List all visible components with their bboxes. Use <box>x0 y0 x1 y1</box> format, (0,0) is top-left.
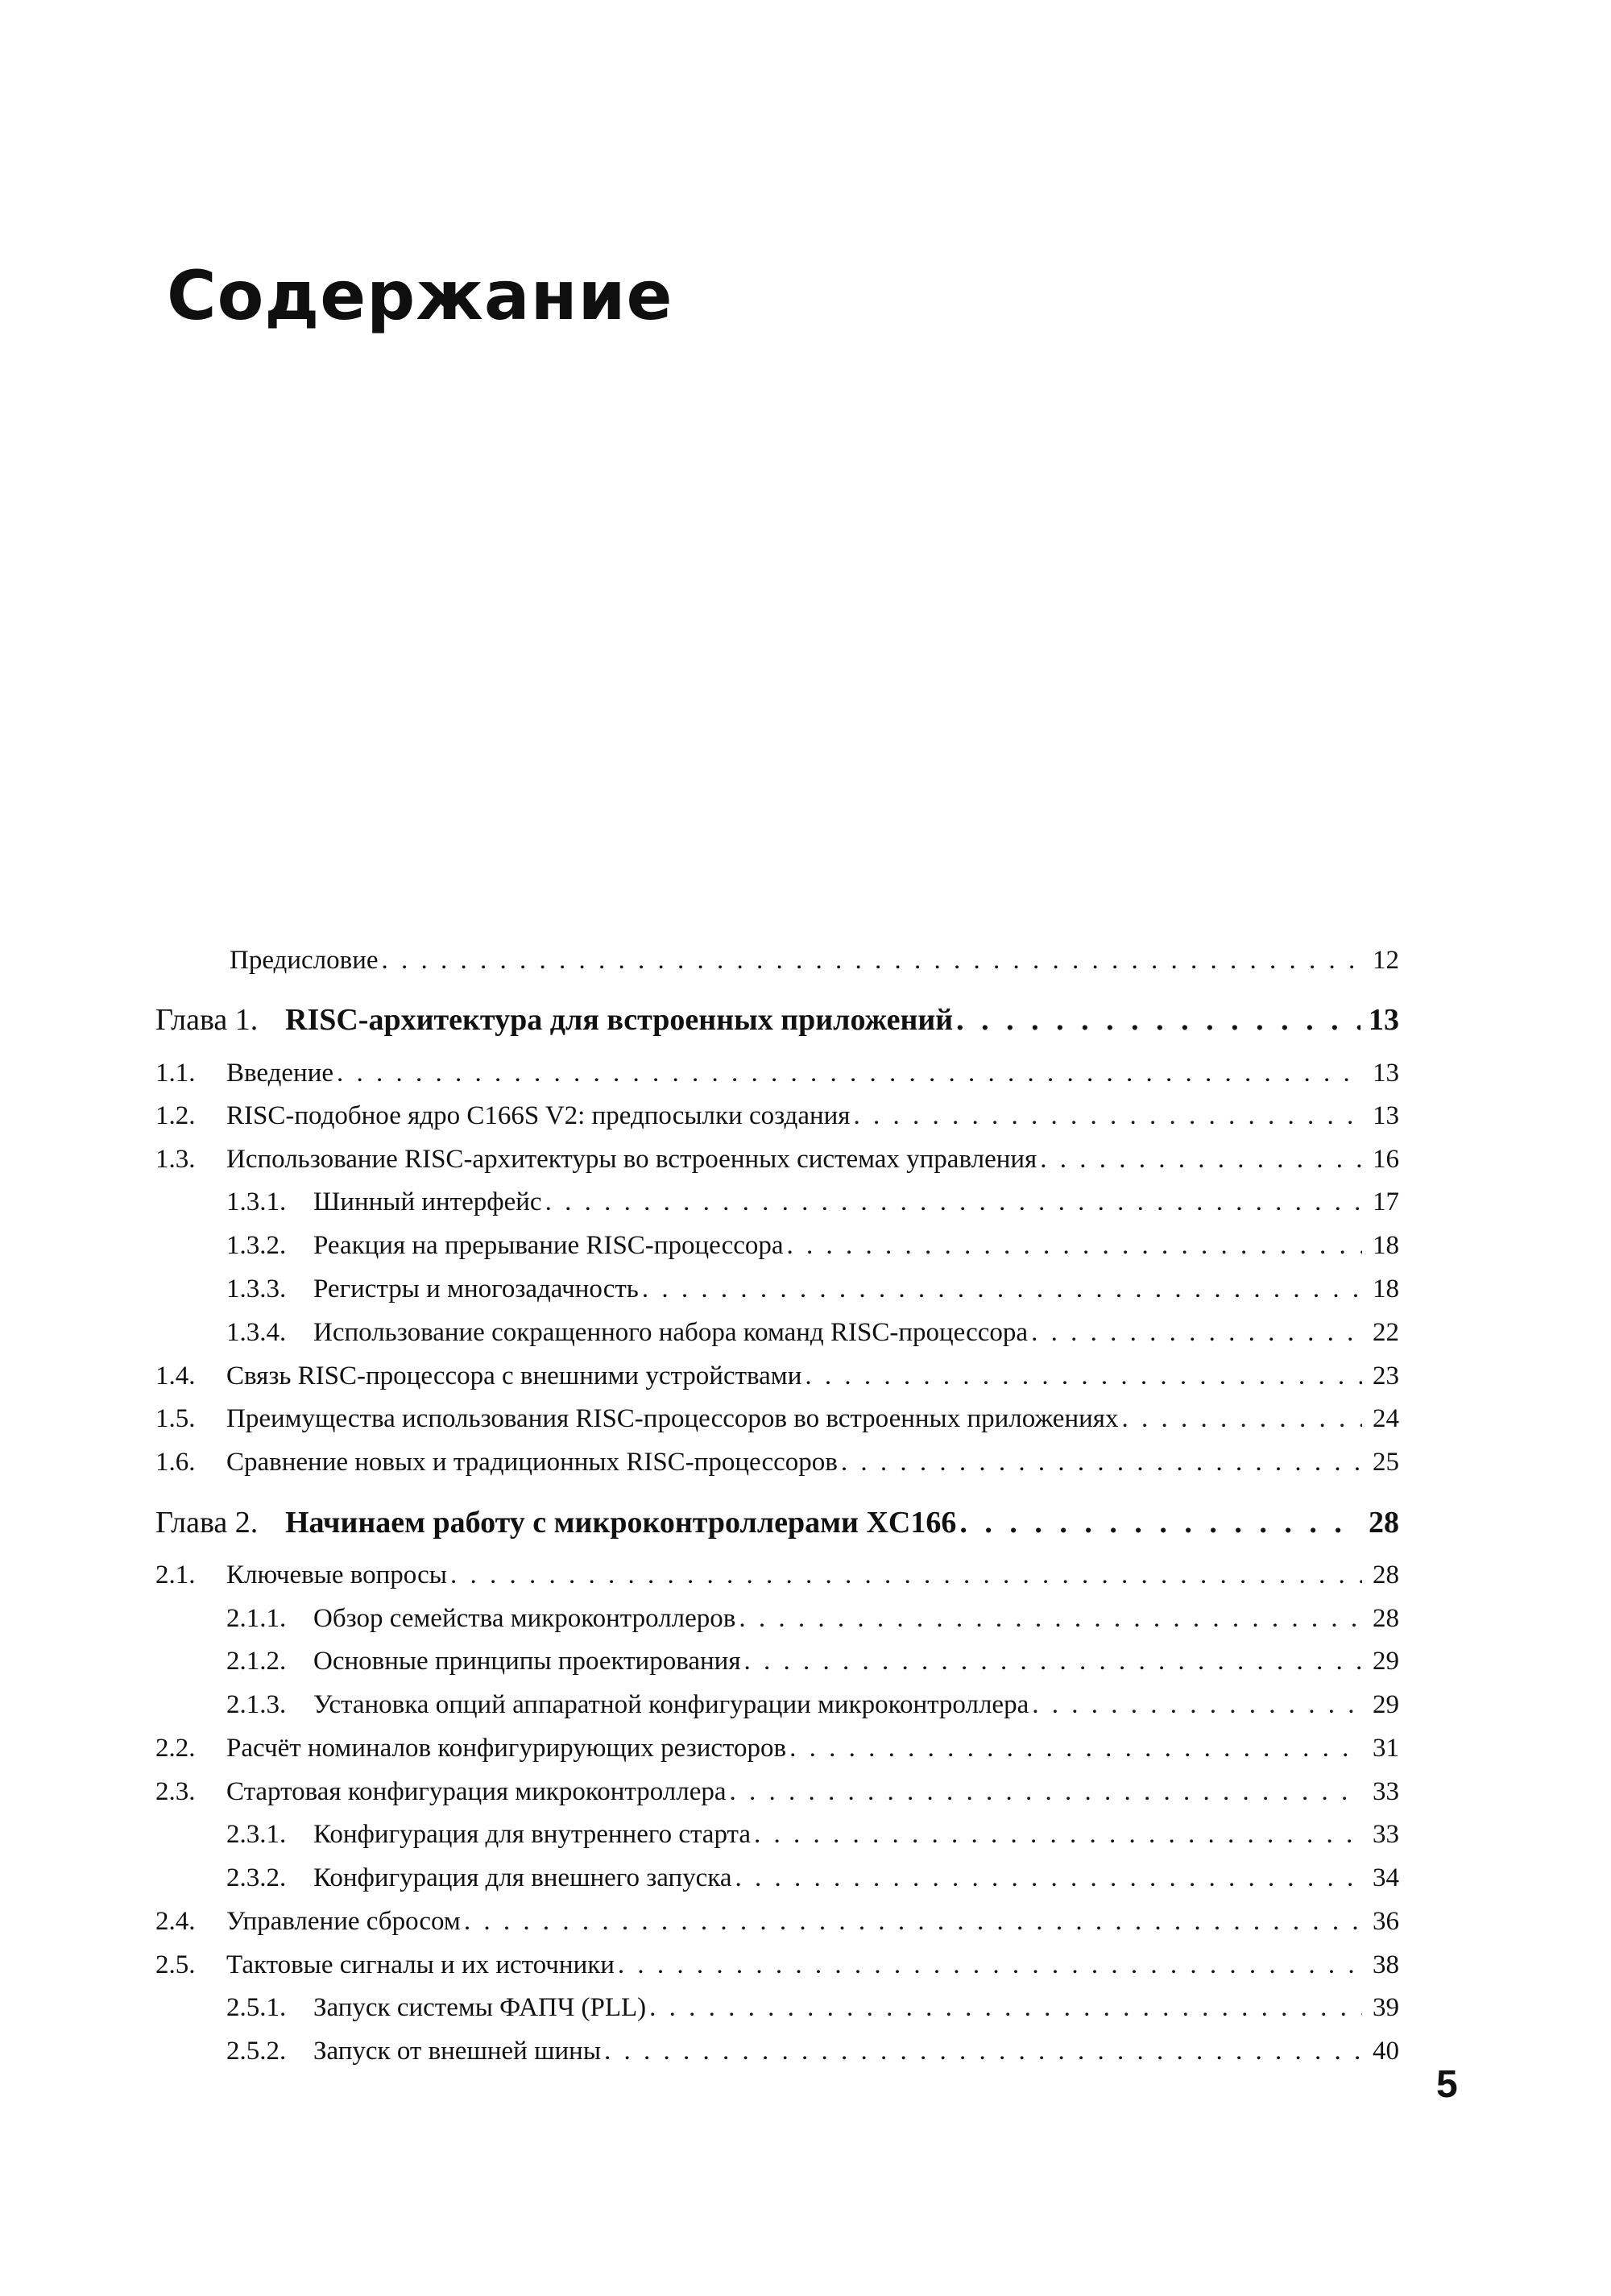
dot-leader <box>604 2030 1362 2072</box>
toc-title: Управление сбросом <box>226 1907 461 1936</box>
dot-leader <box>754 1813 1362 1855</box>
chapter-label: Глава 2. <box>155 1506 259 1540</box>
toc-title: Использование RISC-архитектуры во встроенных системах управления <box>226 1145 1037 1174</box>
toc-entry-2-2[interactable] <box>0 1727 1611 1769</box>
dot-leader <box>789 1727 1362 1769</box>
toc-title: Установка опций аппаратной конфигурации микроконтроллера <box>313 1690 1029 1719</box>
toc-entry-1-3-3[interactable] <box>0 1268 1611 1310</box>
toc-title: Сравнение новых и традиционных RISC-процессоров <box>226 1448 838 1477</box>
toc-entry-preface[interactable] <box>0 939 1611 981</box>
toc-page: 31 <box>1373 1734 1399 1763</box>
toc-title: Связь RISC-процессора с внешними устройствами <box>226 1361 802 1390</box>
toc-number: 2.1.2. <box>226 1647 287 1676</box>
dot-leader <box>730 1771 1362 1813</box>
toc-page: 24 <box>1373 1404 1399 1433</box>
toc-entry-1-6[interactable] <box>0 1441 1611 1483</box>
toc-page: 33 <box>1373 1820 1399 1849</box>
toc-entry-1-4[interactable] <box>0 1355 1611 1397</box>
toc-entry-1-3-1[interactable] <box>0 1181 1611 1223</box>
toc-entry-2-1-2[interactable] <box>0 1640 1611 1682</box>
toc-number: 1.3.2. <box>226 1231 287 1260</box>
toc-entry-2-3-1[interactable] <box>0 1813 1611 1855</box>
dot-leader <box>545 1181 1362 1223</box>
toc-page: 13 <box>1369 1003 1399 1037</box>
dot-leader <box>805 1355 1362 1397</box>
toc-page: 18 <box>1373 1231 1399 1260</box>
toc-title: Тактовые сигналы и их источники <box>226 1950 615 1979</box>
dot-leader <box>735 1857 1363 1899</box>
dot-leader <box>1040 1138 1362 1180</box>
dot-leader <box>1031 1312 1362 1353</box>
toc-number: 1.4. <box>155 1361 196 1390</box>
chapter-label: Глава 1. <box>155 1003 259 1037</box>
toc-entry-2-5[interactable] <box>0 1944 1611 1986</box>
toc-number: 2.3.2. <box>226 1863 287 1892</box>
toc-entry-2-5-2[interactable] <box>0 2030 1611 2072</box>
toc-entry-2-1-3[interactable] <box>0 1684 1611 1726</box>
toc-entry-2-5-1[interactable] <box>0 1987 1611 2029</box>
toc-number: 2.3. <box>155 1777 196 1806</box>
dot-leader <box>642 1268 1362 1310</box>
toc-number: 2.3.1. <box>226 1820 287 1849</box>
dot-leader <box>464 1900 1362 1942</box>
page-number: 5 <box>1436 2063 1458 2106</box>
dot-leader <box>337 1052 1362 1094</box>
toc-title: Введение <box>226 1059 334 1088</box>
toc-page: 25 <box>1373 1448 1399 1477</box>
dot-leader <box>1121 1398 1362 1440</box>
toc-title: Запуск системы ФАПЧ (PLL) <box>313 1993 647 2022</box>
toc-page: 36 <box>1373 1907 1399 1936</box>
toc-title: Обзор семейства микроконтроллеров <box>313 1604 736 1633</box>
toc-entry-2-3[interactable] <box>0 1771 1611 1813</box>
toc-page: 16 <box>1373 1145 1399 1174</box>
toc-title: Регистры и многозадачность <box>313 1274 639 1303</box>
toc-entry-1-3-2[interactable] <box>0 1225 1611 1266</box>
dot-leader <box>739 1598 1362 1639</box>
toc-entry-2-1-1[interactable] <box>0 1598 1611 1639</box>
toc-entry-2-4[interactable] <box>0 1900 1611 1942</box>
dot-leader <box>854 1095 1363 1137</box>
toc-title: Преимущества использования RISC-процессоров во встроенных приложениях <box>226 1404 1119 1433</box>
toc-page: 18 <box>1373 1274 1399 1303</box>
toc-number: 1.6. <box>155 1448 196 1477</box>
chapter-title: RISC-архитектура для встроенных приложений <box>285 1003 954 1037</box>
toc-page: 23 <box>1373 1361 1399 1390</box>
toc-number: 1.3. <box>155 1145 196 1174</box>
toc-title: Шинный интерфейс <box>313 1187 542 1216</box>
toc-title: Основные принципы проектирования <box>313 1647 741 1676</box>
toc-page: 28 <box>1373 1604 1399 1633</box>
toc-number: 1.2. <box>155 1101 196 1130</box>
toc-entry-2-1[interactable] <box>0 1554 1611 1596</box>
toc-page: 38 <box>1373 1950 1399 1979</box>
toc-title: Использование сокращенного набора команд RISC-процессора <box>313 1318 1029 1347</box>
toc-number: 2.1. <box>155 1560 196 1589</box>
dot-leader <box>649 1987 1362 2029</box>
dot-leader <box>382 939 1363 981</box>
toc-page: 13 <box>1373 1059 1399 1088</box>
dot-leader <box>956 999 1360 1041</box>
dot-leader <box>959 1502 1360 1544</box>
toc-number: 1.3.1. <box>226 1187 287 1216</box>
toc-page: 33 <box>1373 1777 1399 1806</box>
toc-title: Ключевые вопросы <box>226 1560 447 1589</box>
toc-page: 12 <box>1373 946 1399 975</box>
chapter-title: Начинаем работу с микроконтроллерами XC166 <box>285 1506 957 1540</box>
toc-title: Расчёт номиналов конфигурирующих резисторов <box>226 1734 787 1763</box>
toc-number: 2.5.2. <box>226 2037 287 2066</box>
toc-page: 29 <box>1373 1647 1399 1676</box>
toc-number: 2.1.1. <box>226 1604 287 1633</box>
toc-entry-1-3-4[interactable] <box>0 1312 1611 1353</box>
toc-number: 2.2. <box>155 1734 196 1763</box>
toc-number: 2.1.3. <box>226 1690 287 1719</box>
toc-page: 34 <box>1373 1863 1399 1892</box>
toc-title: Предисловие <box>230 946 379 975</box>
toc-number: 1.1. <box>155 1059 196 1088</box>
toc-entry-1-3[interactable] <box>0 1138 1611 1180</box>
toc-page: 39 <box>1373 1993 1399 2022</box>
toc-page: 17 <box>1373 1187 1399 1216</box>
toc-number: 2.5.1. <box>226 1993 287 2022</box>
toc-entry-1-5[interactable] <box>0 1398 1611 1440</box>
toc-title: Конфигурация для внутреннего старта <box>313 1820 751 1849</box>
toc-entry-2-3-2[interactable] <box>0 1857 1611 1899</box>
toc-page: 13 <box>1373 1101 1399 1130</box>
toc-number: 2.5. <box>155 1950 196 1979</box>
toc-number: 1.3.3. <box>226 1274 287 1303</box>
dot-leader <box>450 1554 1362 1596</box>
toc-page: 28 <box>1369 1506 1399 1540</box>
toc-title: Реакция на прерывание RISC-процессора <box>313 1231 784 1260</box>
toc-page: 22 <box>1373 1318 1399 1347</box>
toc-page: 28 <box>1373 1560 1399 1589</box>
toc-chapter-1[interactable] <box>0 999 1611 1041</box>
toc-number: 1.5. <box>155 1404 196 1433</box>
dot-leader <box>787 1225 1362 1266</box>
dot-leader <box>1032 1684 1362 1726</box>
dot-leader <box>744 1640 1362 1682</box>
toc-title: Конфигурация для внешнего запуска <box>313 1863 732 1892</box>
toc-entry-1-1[interactable] <box>0 1052 1611 1094</box>
toc-title: RISC-подобное ядро C166S V2: предпосылки создания <box>226 1101 851 1130</box>
toc-chapter-2[interactable] <box>0 1502 1611 1544</box>
toc-page: 40 <box>1373 2037 1399 2066</box>
toc-entry-1-2[interactable] <box>0 1095 1611 1137</box>
toc-number: 1.3.4. <box>226 1318 287 1347</box>
toc-title: Запуск от внешней шины <box>313 2037 601 2066</box>
toc-number: 2.4. <box>155 1907 196 1936</box>
toc-page: 29 <box>1373 1690 1399 1719</box>
dot-leader <box>618 1944 1362 1986</box>
toc-title: Стартовая конфигурация микроконтроллера <box>226 1777 727 1806</box>
dot-leader <box>841 1441 1362 1483</box>
page-title: Содержание <box>167 256 673 335</box>
